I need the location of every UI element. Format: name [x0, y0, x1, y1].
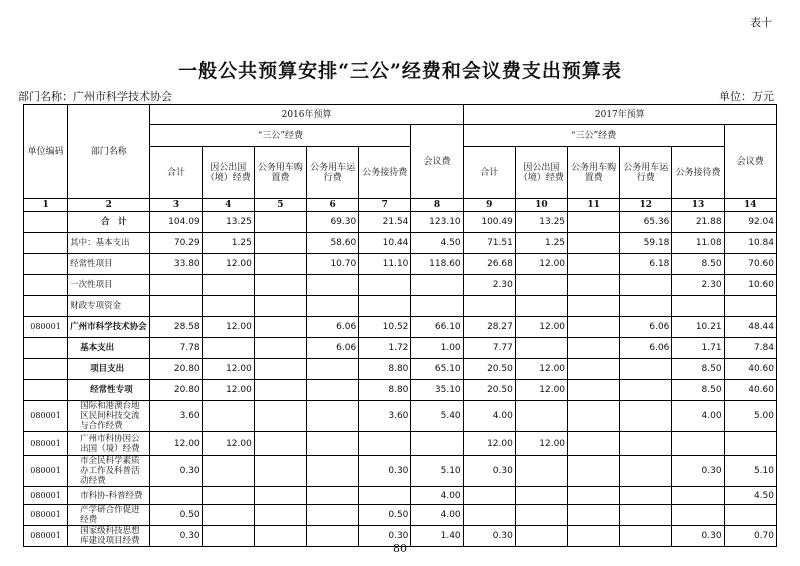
value-cell: [620, 432, 672, 456]
value-cell: [463, 487, 515, 505]
value-cell: [568, 380, 620, 401]
value-cell: [307, 432, 359, 456]
value-cell: 0.30: [672, 526, 724, 547]
value-cell: [568, 505, 620, 526]
value-cell: 0.50: [150, 505, 202, 526]
value-cell: 10.21: [672, 317, 724, 338]
value-cell: [307, 505, 359, 526]
value-cell: 12.00: [515, 432, 567, 456]
header-unit-code: 单位编码: [24, 105, 68, 199]
value-cell: [515, 338, 567, 359]
value-cell: 12.00: [463, 432, 515, 456]
column-index: 1: [24, 199, 68, 212]
value-cell: 4.50: [724, 487, 776, 505]
value-cell: [202, 296, 254, 317]
value-cell: 10.52: [359, 317, 411, 338]
value-cell: [568, 275, 620, 296]
value-cell: [307, 487, 359, 505]
unit-code-cell: [24, 359, 68, 380]
value-cell: 7.84: [724, 338, 776, 359]
value-cell: 12.00: [202, 317, 254, 338]
value-cell: 0.70: [724, 526, 776, 547]
dept-name-cell: 一次性项目: [68, 275, 150, 296]
column-index: 4: [202, 199, 254, 212]
value-cell: [620, 296, 672, 317]
value-cell: [672, 432, 724, 456]
value-cell: [254, 296, 306, 317]
value-cell: 12.00: [202, 432, 254, 456]
budget-table: [23, 104, 777, 547]
value-cell: [411, 296, 463, 317]
value-cell: 20.50: [463, 359, 515, 380]
table-row: [24, 254, 777, 275]
column-index: 8: [411, 199, 463, 212]
column-index: 10: [515, 199, 567, 212]
value-cell: [202, 275, 254, 296]
value-cell: [568, 401, 620, 432]
column-index-row: [24, 199, 777, 212]
value-cell: [254, 317, 306, 338]
page-title: 一般公共预算安排“三公”经费和会议费支出预算表: [178, 60, 622, 82]
value-cell: [463, 296, 515, 317]
value-cell: [150, 296, 202, 317]
dept-name-cell: 国际和港澳台地区民间科技交流与合作经费: [68, 401, 150, 432]
value-cell: 12.00: [515, 380, 567, 401]
value-cell: [254, 212, 306, 233]
table-row: [24, 338, 777, 359]
value-cell: 10.44: [359, 233, 411, 254]
value-cell: 0.30: [359, 456, 411, 487]
value-cell: 26.68: [463, 254, 515, 275]
value-cell: 10.84: [724, 233, 776, 254]
value-cell: 65.10: [411, 359, 463, 380]
value-cell: 10.70: [307, 254, 359, 275]
table-row: [24, 505, 777, 526]
value-cell: 8.80: [359, 359, 411, 380]
unit-code-cell: 080001: [24, 456, 68, 487]
value-cell: [254, 432, 306, 456]
header-year-2017: 2017年预算: [463, 105, 776, 125]
header-car-buy-2017: 公务用车购置费: [568, 147, 620, 199]
value-cell: [202, 505, 254, 526]
value-cell: [568, 296, 620, 317]
value-cell: 8.50: [672, 254, 724, 275]
value-cell: [568, 359, 620, 380]
header-reception-2016: 公务接待费: [359, 147, 411, 199]
unit-code-cell: 080001: [24, 401, 68, 432]
unit-code-cell: [24, 380, 68, 401]
value-cell: 5.00: [724, 401, 776, 432]
value-cell: [568, 432, 620, 456]
value-cell: [359, 275, 411, 296]
value-cell: [254, 456, 306, 487]
unit-code-cell: [24, 233, 68, 254]
unit-code-cell: [24, 338, 68, 359]
value-cell: 5.10: [724, 456, 776, 487]
value-cell: 3.60: [150, 401, 202, 432]
column-index: 9: [463, 199, 515, 212]
dept-name-cell: 国家级科技思想库建设项目经费: [68, 526, 150, 547]
value-cell: 59.18: [620, 233, 672, 254]
value-cell: 0.50: [359, 505, 411, 526]
column-index: 12: [620, 199, 672, 212]
header-abroad-2016: 因公出国（境）经费: [202, 147, 254, 199]
table-row: [24, 432, 777, 456]
column-index: 3: [150, 199, 202, 212]
value-cell: [515, 487, 567, 505]
value-cell: 4.00: [672, 401, 724, 432]
value-cell: 70.29: [150, 233, 202, 254]
value-cell: 0.30: [359, 526, 411, 547]
value-cell: [515, 275, 567, 296]
column-index: 6: [307, 199, 359, 212]
value-cell: [254, 401, 306, 432]
header-meeting-2017: 会议费: [724, 125, 776, 199]
value-cell: [568, 456, 620, 487]
value-cell: [307, 296, 359, 317]
value-cell: 100.49: [463, 212, 515, 233]
value-cell: [620, 401, 672, 432]
header-reception-2017: 公务接待费: [672, 147, 724, 199]
value-cell: 12.00: [150, 432, 202, 456]
value-cell: [202, 456, 254, 487]
value-cell: [411, 275, 463, 296]
value-cell: [307, 401, 359, 432]
column-index: 11: [568, 199, 620, 212]
value-cell: 0.30: [463, 526, 515, 547]
value-cell: 6.06: [620, 317, 672, 338]
column-index: 7: [359, 199, 411, 212]
table-row: [24, 487, 777, 505]
value-cell: [254, 487, 306, 505]
value-cell: [620, 380, 672, 401]
value-cell: [150, 487, 202, 505]
value-cell: 40.60: [724, 380, 776, 401]
table-row: [24, 317, 777, 338]
value-cell: 12.00: [515, 254, 567, 275]
unit-code-cell: 080001: [24, 317, 68, 338]
value-cell: 1.25: [515, 233, 567, 254]
table-row: [24, 296, 777, 317]
value-cell: 123.10: [411, 212, 463, 233]
value-cell: [307, 275, 359, 296]
value-cell: 40.60: [724, 359, 776, 380]
value-cell: [620, 359, 672, 380]
value-cell: [672, 296, 724, 317]
header-sangong-2016: “三公”经费: [150, 125, 411, 147]
value-cell: 6.06: [307, 317, 359, 338]
dept-name-cell: 市全民科学素质办工作及科普活动经费: [68, 456, 150, 487]
value-cell: 6.06: [620, 338, 672, 359]
value-cell: 118.60: [411, 254, 463, 275]
value-cell: [724, 505, 776, 526]
value-cell: 1.00: [411, 338, 463, 359]
value-cell: 13.25: [202, 212, 254, 233]
value-cell: 6.06: [307, 338, 359, 359]
value-cell: [620, 487, 672, 505]
value-cell: 4.00: [463, 401, 515, 432]
value-cell: 11.10: [359, 254, 411, 275]
value-cell: 70.60: [724, 254, 776, 275]
unit-code-cell: 080001: [24, 487, 68, 505]
value-cell: 0.30: [672, 456, 724, 487]
table-row: [24, 401, 777, 432]
value-cell: 1.72: [359, 338, 411, 359]
value-cell: [359, 296, 411, 317]
dept-name-cell: 其中：基本支出: [68, 233, 150, 254]
value-cell: [672, 487, 724, 505]
value-cell: 35.10: [411, 380, 463, 401]
value-cell: 5.10: [411, 456, 463, 487]
value-cell: [620, 275, 672, 296]
value-cell: 104.09: [150, 212, 202, 233]
value-cell: 21.88: [672, 212, 724, 233]
value-cell: 6.18: [620, 254, 672, 275]
value-cell: 1.71: [672, 338, 724, 359]
column-index: 2: [68, 199, 150, 212]
header-car-run-2016: 公务用车运行费: [307, 147, 359, 199]
value-cell: [568, 233, 620, 254]
value-cell: [307, 359, 359, 380]
header-sangong-2017: “三公”经费: [463, 125, 724, 147]
value-cell: [254, 275, 306, 296]
value-cell: [254, 338, 306, 359]
unit-code-cell: [24, 296, 68, 317]
value-cell: [150, 275, 202, 296]
unit-code-cell: 080001: [24, 505, 68, 526]
header-meeting-2016: 会议费: [411, 125, 463, 199]
value-cell: 4.00: [411, 487, 463, 505]
value-cell: [620, 505, 672, 526]
value-cell: 8.50: [672, 380, 724, 401]
value-cell: 21.54: [359, 212, 411, 233]
value-cell: [724, 432, 776, 456]
unit-code-cell: [24, 254, 68, 275]
value-cell: 2.30: [463, 275, 515, 296]
value-cell: 4.50: [411, 233, 463, 254]
value-cell: 92.04: [724, 212, 776, 233]
value-cell: 10.60: [724, 275, 776, 296]
value-cell: [359, 487, 411, 505]
value-cell: [568, 212, 620, 233]
table-body: [24, 212, 777, 547]
unit-code-cell: 080001: [24, 526, 68, 547]
value-cell: [254, 254, 306, 275]
header-dept-name: 部门名称: [68, 105, 150, 199]
value-cell: 48.44: [724, 317, 776, 338]
value-cell: [307, 456, 359, 487]
value-cell: [620, 456, 672, 487]
value-cell: [254, 380, 306, 401]
dept-name-cell: 市科协-科普经费: [68, 487, 150, 505]
value-cell: 5.40: [411, 401, 463, 432]
unit-code-cell: 080001: [24, 432, 68, 456]
value-cell: 20.80: [150, 359, 202, 380]
value-cell: 20.50: [463, 380, 515, 401]
dept-name-cell: 产学研合作促进经费: [68, 505, 150, 526]
value-cell: 2.30: [672, 275, 724, 296]
dept-name-cell: 项目支出: [68, 359, 150, 380]
value-cell: [724, 296, 776, 317]
header-total-2016: 合计: [150, 147, 202, 199]
value-cell: [307, 380, 359, 401]
table-row: [24, 359, 777, 380]
value-cell: 7.77: [463, 338, 515, 359]
value-cell: [202, 338, 254, 359]
value-cell: [411, 432, 463, 456]
table-row: [24, 275, 777, 296]
dept-name-cell: 合 计: [68, 212, 150, 233]
value-cell: 69.30: [307, 212, 359, 233]
dept-name-cell: 经常性专项: [68, 380, 150, 401]
value-cell: 12.00: [202, 254, 254, 275]
table-row: [24, 212, 777, 233]
value-cell: [359, 432, 411, 456]
value-cell: 12.00: [515, 359, 567, 380]
value-cell: 66.10: [411, 317, 463, 338]
value-cell: 12.00: [202, 380, 254, 401]
value-cell: [568, 254, 620, 275]
value-cell: 12.00: [515, 317, 567, 338]
value-cell: [568, 487, 620, 505]
unit-label: 单位：万元: [719, 90, 774, 103]
header-year-2016: 2016年预算: [150, 105, 463, 125]
value-cell: [568, 317, 620, 338]
unit-code-cell: [24, 212, 68, 233]
value-cell: 1.25: [202, 233, 254, 254]
value-cell: [568, 338, 620, 359]
column-index: 5: [254, 199, 306, 212]
value-cell: 0.30: [463, 456, 515, 487]
value-cell: 65.36: [620, 212, 672, 233]
value-cell: 58.60: [307, 233, 359, 254]
corner-label: 表十: [750, 16, 772, 29]
value-cell: 0.30: [150, 526, 202, 547]
department-label: 部门名称：广州市科学技术协会: [18, 90, 172, 103]
value-cell: [463, 505, 515, 526]
unit-code-cell: [24, 275, 68, 296]
value-cell: [515, 296, 567, 317]
value-cell: 20.80: [150, 380, 202, 401]
value-cell: 33.80: [150, 254, 202, 275]
column-index: 13: [672, 199, 724, 212]
dept-name-cell: 广州市科学技术协会: [68, 317, 150, 338]
table-row: [24, 380, 777, 401]
value-cell: 8.80: [359, 380, 411, 401]
value-cell: [254, 233, 306, 254]
value-cell: 1.40: [411, 526, 463, 547]
dept-name-cell: 广州市科协因公出国（境）经费: [68, 432, 150, 456]
value-cell: 11.08: [672, 233, 724, 254]
value-cell: 0.30: [150, 456, 202, 487]
value-cell: [672, 505, 724, 526]
value-cell: 28.27: [463, 317, 515, 338]
value-cell: [254, 505, 306, 526]
header-abroad-2017: 因公出国（境）经费: [515, 147, 567, 199]
value-cell: 7.78: [150, 338, 202, 359]
value-cell: [515, 505, 567, 526]
value-cell: [202, 401, 254, 432]
table-row: [24, 233, 777, 254]
page-number: 80: [393, 542, 407, 555]
header-total-2017: 合计: [463, 147, 515, 199]
value-cell: [515, 401, 567, 432]
header-car-buy-2016: 公务用车购置费: [254, 147, 306, 199]
value-cell: 8.50: [672, 359, 724, 380]
value-cell: [202, 487, 254, 505]
table-row: [24, 456, 777, 487]
value-cell: 12.00: [202, 359, 254, 380]
dept-name-cell: 基本支出: [68, 338, 150, 359]
value-cell: [254, 359, 306, 380]
value-cell: 4.00: [411, 505, 463, 526]
value-cell: 3.60: [359, 401, 411, 432]
value-cell: 28.58: [150, 317, 202, 338]
dept-name-cell: 财政专项资金: [68, 296, 150, 317]
header-car-run-2017: 公务用车运行费: [620, 147, 672, 199]
value-cell: 13.25: [515, 212, 567, 233]
dept-name-cell: 经常性项目: [68, 254, 150, 275]
value-cell: 71.51: [463, 233, 515, 254]
column-index: 14: [724, 199, 776, 212]
value-cell: [515, 456, 567, 487]
